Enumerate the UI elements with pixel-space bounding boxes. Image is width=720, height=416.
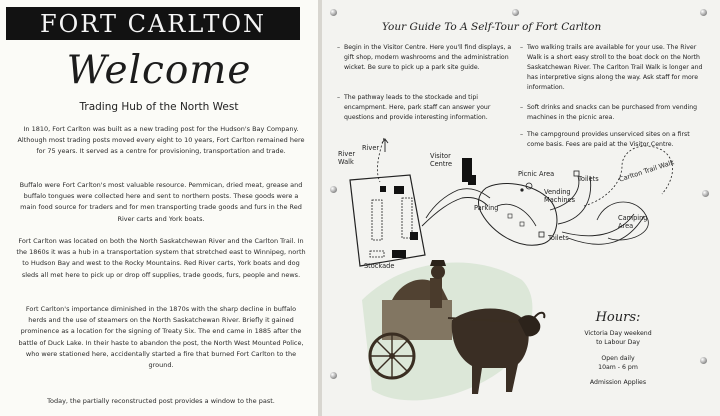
river-arrow-icon xyxy=(382,139,388,152)
history-paragraph: In 1810, Fort Carlton was built as a new trading post for the Hudson's Bay Company. Although most trading posts moved every eight to 10 years, Fort Carlton remained here for 75 years. It served as a centre for provisioning, transportation and trade. xyxy=(17,125,305,156)
guide-bullet: – Two walking trails are available for your use. The River Walk is a short easy stroll to the boat dock on the North Saskatchewan River. The Carlton Trail Walk is longer and has interpretive signs along the way. Ask staff for more information. xyxy=(527,43,707,93)
logo-text: FORT CARLTON xyxy=(39,9,267,38)
map-label-visitor-centre: Visitor Centre xyxy=(430,152,453,168)
map-label-toilets: Toilets xyxy=(578,175,599,183)
hours-title: Hours: xyxy=(595,310,641,325)
hours-line: 10am - 6 pm xyxy=(598,364,638,371)
guide-bullet: – The campground provides unserviced sites on a first come basis. Fees are paid at the Visitor Centre. xyxy=(527,130,707,150)
self-tour-panel xyxy=(322,0,720,416)
toilet-icon xyxy=(539,232,544,237)
history-paragraph: Today, the partially reconstructed post provides a window to the past. xyxy=(47,397,275,405)
history-panel xyxy=(0,0,318,416)
hours-line: to Labour Day xyxy=(596,339,640,346)
map-label-camping-area: Camping Area xyxy=(618,214,648,230)
guide-title: Your Guide To A Self-Tour of Fort Carlton xyxy=(382,21,602,33)
history-paragraph: Fort Carlton's importance diminished in the 1870s with the sharp decline in buffalo herds and the use of steamers on the North Saskatchewan River. Briefly it gained prominence as a location for the signing of Treaty Six. The end came in 1885 after the battle of Duck Lake. In their haste to abandon the post, the North West Mounted Police, who were stationed here, accidentally started a fire that burned Fort Carlton to the ground. xyxy=(18,305,304,370)
stockade-map xyxy=(350,175,425,266)
map-label-picnic-area: Picnic Area xyxy=(518,170,555,178)
site-map xyxy=(322,0,720,416)
history-paragraph: Buffalo were Fort Carlton's most valuable resource. Pemmican, dried meat, grease and buffalo tongues were collected here and sent to northern posts. These goods were a main food source for traders and for men transporting trade goods and furs in the Red River carts and York boats. xyxy=(19,181,303,223)
map-label-carlton-trail-walk: Carlton Trail Walk xyxy=(618,158,676,184)
guide-bullet: – Begin in the Visitor Centre. Here you'll find displays, a gift shop, modern washrooms and the administration wicket. Be sure to pick up a park site guide. xyxy=(344,43,514,73)
map-label-toilets: Toilets xyxy=(548,234,569,242)
fort-carlton-logo xyxy=(6,7,300,40)
map-label-vending-machines: Vending Machines xyxy=(544,188,576,204)
welcome-heading: Welcome xyxy=(66,48,252,93)
ox-cart-illustration xyxy=(362,260,544,400)
hours-line: Open daily xyxy=(601,355,635,362)
hours-line: Victoria Day weekend xyxy=(584,330,652,337)
guide-bullet: – The pathway leads to the stockade and tipi encampment. Here, park staff can answer your questions and provide interesting information. xyxy=(344,93,514,123)
map-label-parking: Parking xyxy=(474,204,499,212)
map-label-stockade: Stockade xyxy=(364,262,395,270)
map-label-river-walk: River Walk xyxy=(338,150,356,166)
map-label-river: River xyxy=(362,144,380,152)
hours-line: Admission Applies xyxy=(589,379,647,386)
guide-bullet: – Soft drinks and snacks can be purchased from vending machines in the picnic area. xyxy=(527,103,707,123)
picnic-icon xyxy=(526,183,532,189)
history-paragraph: Fort Carlton was located on both the North Saskatchewan River and the Carlton Trail. In the 1860s it was a hub in a transportation system that stretched east to Winnipeg, north to Hudson Bay and west to the Rocky Mountains. Red River carts, York boats and dog sleds all met here to pick up or drop off supplies, trade goods, furs, people and news. xyxy=(16,237,306,279)
panel-subtitle: Trading Hub of the North West xyxy=(79,101,239,113)
